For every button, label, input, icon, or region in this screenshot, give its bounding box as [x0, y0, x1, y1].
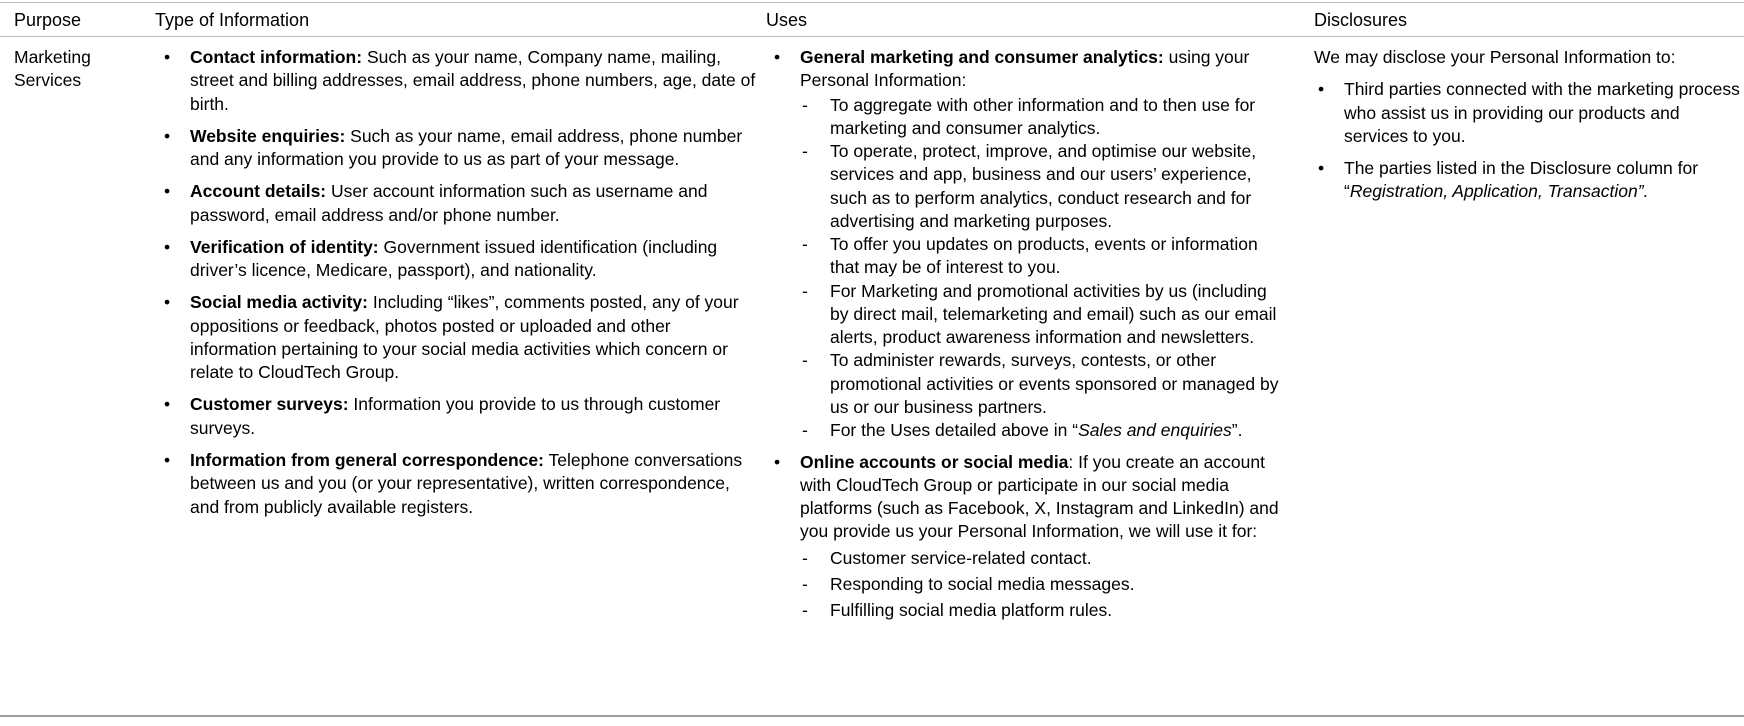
item-text: Such as your name, email address, phone number and any information you provide to us as part of your message.: [190, 125, 743, 170]
list-item: [160, 125, 760, 172]
list-item: [160, 236, 760, 283]
item-text: The parties listed in the Disclosure column for “: [1344, 158, 1699, 202]
sub-list-item: - Fulfilling social media platform rules.: [800, 599, 1290, 622]
item-label: Website enquiries:: [190, 125, 346, 146]
sub-list-item: - To offer you updates on products, events or information that may be of interest to you.: [800, 233, 1290, 280]
disclosures-list: [1314, 78, 1744, 203]
list-item: [160, 46, 760, 116]
sub-list-item: - To operate, protect, improve, and optimise our website, services and app, business and our users’ experience, such as to perform analytics, conduct research and for advertising and marketing purposes.: [800, 140, 1290, 233]
list-item: [160, 291, 760, 384]
uses-list: [770, 46, 1290, 622]
disclosures-cell: [1314, 46, 1744, 213]
sub-list-item: - Customer service-related contact.: [800, 547, 1290, 570]
uses-cell: [770, 46, 1290, 630]
sub-list-item: - For Marketing and promotional activities by us (including by direct mail, telemarketing and email) such as our email alerts, product awareness information and newsletters.: [800, 280, 1290, 350]
item-italic: Registration, Application, Transaction”.: [1349, 181, 1649, 202]
item-label: Customer surveys:: [190, 394, 349, 415]
sub-item-text: For the Uses detailed above in “: [830, 420, 1079, 441]
list-item: [770, 451, 1290, 623]
table-bottom-rule: [0, 715, 1744, 717]
item-text: User account information such as username and password, email address and/or phone number.: [190, 181, 708, 225]
item-text: using your Personal Information:: [800, 47, 1250, 91]
sub-list-item: - Responding to social media messages.: [800, 573, 1290, 596]
item-label: Contact information:: [190, 47, 363, 67]
header-purpose: Purpose: [14, 10, 82, 30]
item-label: Information from general correspondence:: [190, 449, 544, 470]
header-rule: [0, 36, 1744, 37]
list-item: [1314, 157, 1744, 204]
item-label: Account details:: [190, 181, 327, 202]
sub-item-italic: Sales and enquiries: [1078, 420, 1232, 441]
item-text: Such as your name, Company name, mailing, street and billing addresses, email address, phone numbers, age, date of birth.: [190, 47, 756, 114]
header-uses: Uses: [766, 10, 808, 30]
sub-list: [800, 94, 1290, 443]
item-text: Including “likes”, comments posted, any of your oppositions or feedback, photos posted or uploaded and other information pertaining to your social media activities which concern or relate to CloudTech Group.: [190, 292, 739, 383]
disclosures-intro: We may disclose your Personal Information to:: [1314, 47, 1676, 67]
item-label: General marketing and consumer analytics:: [800, 47, 1164, 67]
list-item: • Third parties connected with the marketing process who assist us in providing our products and services to you.: [1314, 78, 1744, 148]
information-types-list: [160, 46, 760, 519]
table-top-rule: [0, 2, 1744, 3]
item-text: Government issued identification (including driver’s licence, Medicare, passport), and nationality.: [190, 236, 718, 281]
sub-item-text: ”.: [1231, 420, 1243, 441]
purpose-line: Marketing: [14, 47, 91, 67]
list-item: [160, 449, 760, 519]
type-of-information-cell: [160, 46, 760, 528]
list-item: [160, 393, 760, 440]
item-label: Verification of identity:: [190, 236, 379, 257]
item-text: Information you provide to us through customer surveys.: [190, 394, 721, 438]
list-item: [160, 180, 760, 227]
item-label: Social media activity:: [190, 292, 368, 313]
sub-list-item: [800, 419, 1290, 442]
sub-list: [800, 547, 1290, 623]
item-text: Telephone conversations between us and you (or your representative), written correspondence, and from publicly available registers.: [190, 449, 743, 517]
list-item: [770, 46, 1290, 443]
sub-list-item: - To aggregate with other information and to then use for marketing and consumer analytics.: [800, 94, 1290, 141]
item-text: : If you create an account with CloudTech Group or participate in our social media platforms (such as Facebook, X, Instagram and LinkedIn) and you provide us your Personal Information, we will use it for:: [800, 451, 1279, 542]
sub-list-item: - To administer rewards, surveys, contests, or other promotional activities or events sponsored or managed by us or our business partners.: [800, 349, 1290, 419]
purpose-line: Services: [14, 70, 82, 91]
header-disclosures: Disclosures: [1314, 10, 1408, 30]
header-type-of-information: Type of Information: [155, 10, 310, 30]
item-label: Online accounts or social media: [800, 451, 1069, 472]
purpose-cell: [14, 46, 134, 93]
